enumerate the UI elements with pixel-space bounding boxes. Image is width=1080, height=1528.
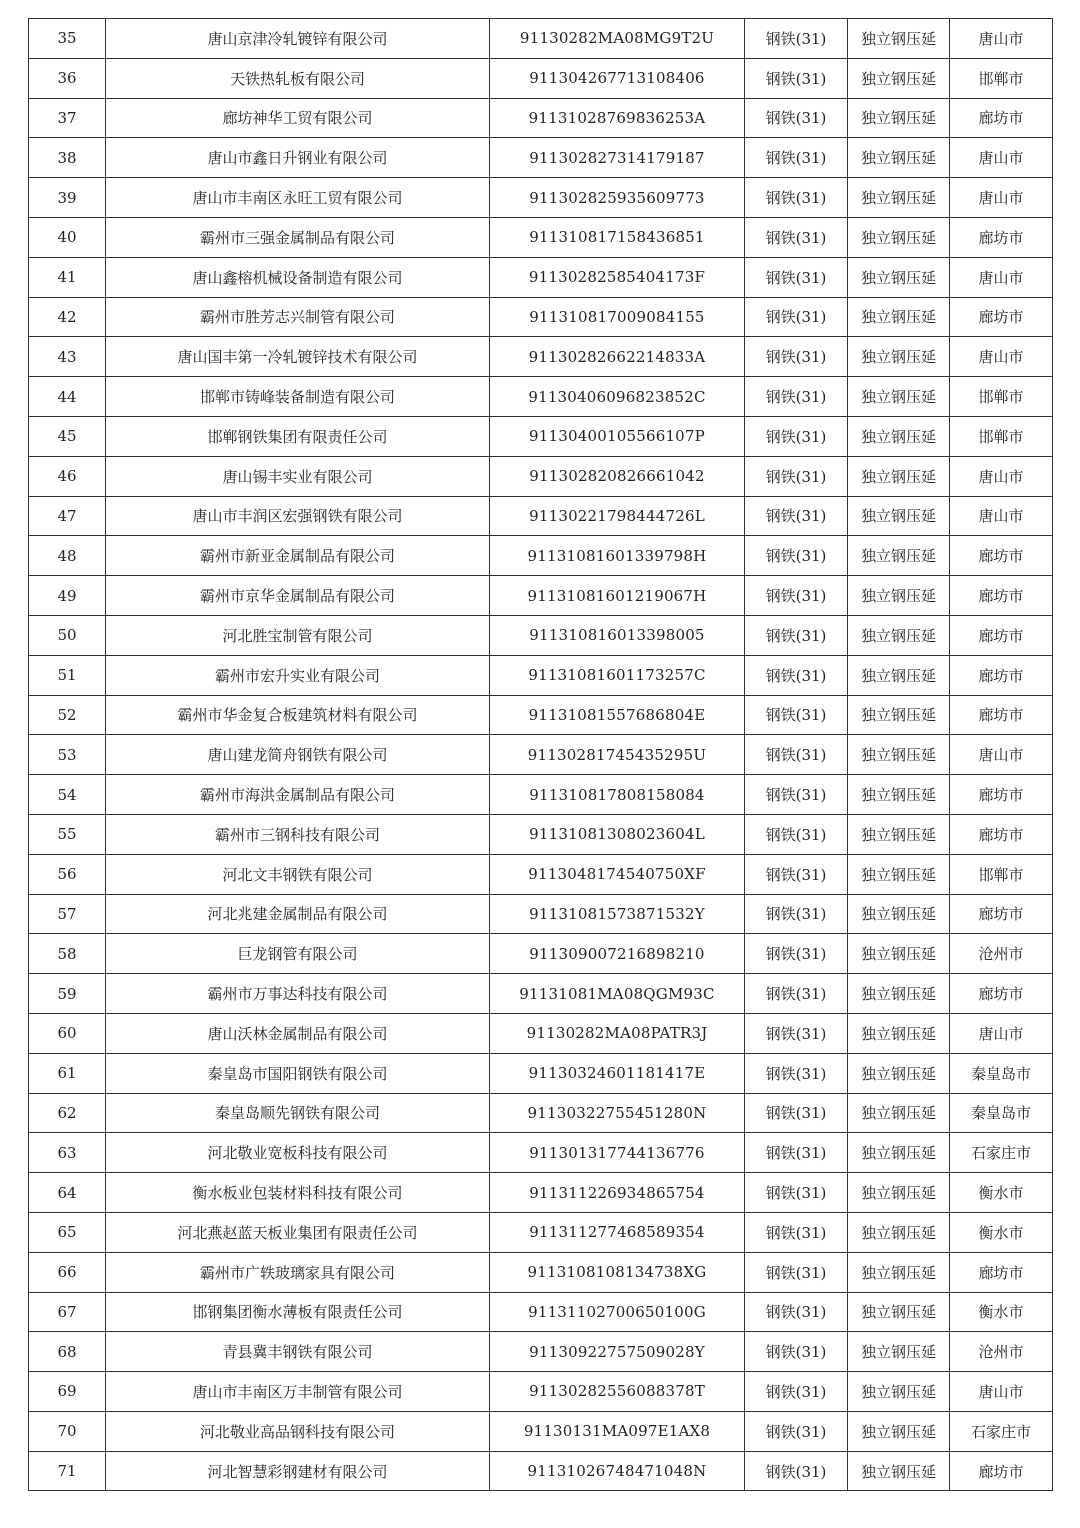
industry-cell: 钢铁(31) (745, 814, 848, 854)
company-name-cell: 邯郸市铸峰装备制造有限公司 (106, 377, 490, 417)
company-name-cell: 唐山市丰南区万丰制管有限公司 (106, 1372, 490, 1412)
credit-code-cell: 91130406096823852C (490, 377, 745, 417)
industry-cell: 钢铁(31) (745, 1252, 848, 1292)
enterprise-type-cell: 独立钢压延 (848, 576, 950, 616)
city-cell: 廊坊市 (950, 576, 1053, 616)
credit-code-cell: 91131081601219067H (490, 576, 745, 616)
city-cell: 邯郸市 (950, 377, 1053, 417)
company-name-cell: 河北胜宝制管有限公司 (106, 615, 490, 655)
table-row (29, 655, 1053, 695)
company-name-cell: 唐山京津冷轧镀锌有限公司 (106, 19, 490, 59)
table-row (29, 1093, 1053, 1133)
company-name-cell: 河北敬业宽板科技有限公司 (106, 1133, 490, 1173)
row-number-cell: 52 (29, 695, 106, 735)
industry-cell: 钢铁(31) (745, 19, 848, 59)
table-row (29, 217, 1053, 257)
city-cell: 廊坊市 (950, 297, 1053, 337)
city-cell: 廊坊市 (950, 1252, 1053, 1292)
row-number-cell: 71 (29, 1451, 106, 1491)
credit-code-cell: 91130922757509028Y (490, 1332, 745, 1372)
credit-code-cell: 91130282556088378T (490, 1372, 745, 1412)
table-row (29, 1411, 1053, 1451)
city-cell: 邯郸市 (950, 854, 1053, 894)
city-cell: 衡水市 (950, 1212, 1053, 1252)
company-name-cell: 霸州市广轶玻璃家具有限公司 (106, 1252, 490, 1292)
company-name-cell: 河北敬业高品钢科技有限公司 (106, 1411, 490, 1451)
city-cell: 廊坊市 (950, 536, 1053, 576)
table-row (29, 934, 1053, 974)
city-cell: 石家庄市 (950, 1133, 1053, 1173)
credit-code-cell: 91131081601339798H (490, 536, 745, 576)
enterprise-type-cell: 独立钢压延 (848, 337, 950, 377)
table-row (29, 1212, 1053, 1252)
industry-cell: 钢铁(31) (745, 735, 848, 775)
table-row (29, 536, 1053, 576)
table-row (29, 1292, 1053, 1332)
enterprise-type-cell: 独立钢压延 (848, 1411, 950, 1451)
table-row (29, 1173, 1053, 1213)
industry-cell: 钢铁(31) (745, 1292, 848, 1332)
enterprise-type-cell: 独立钢压延 (848, 138, 950, 178)
row-number-cell: 57 (29, 894, 106, 934)
city-cell: 唐山市 (950, 1013, 1053, 1053)
enterprise-type-cell: 独立钢压延 (848, 695, 950, 735)
city-cell: 唐山市 (950, 257, 1053, 297)
company-name-cell: 廊坊神华工贸有限公司 (106, 98, 490, 138)
company-name-cell: 邯郸钢铁集团有限责任公司 (106, 416, 490, 456)
table-row (29, 695, 1053, 735)
industry-cell: 钢铁(31) (745, 1372, 848, 1412)
industry-cell: 钢铁(31) (745, 98, 848, 138)
table-row (29, 576, 1053, 616)
city-cell: 唐山市 (950, 138, 1053, 178)
company-name-cell: 唐山鑫榕机械设备制造有限公司 (106, 257, 490, 297)
table-row (29, 377, 1053, 417)
table-row (29, 1372, 1053, 1412)
table-row (29, 735, 1053, 775)
city-cell: 唐山市 (950, 735, 1053, 775)
city-cell: 廊坊市 (950, 1451, 1053, 1491)
industry-cell: 钢铁(31) (745, 138, 848, 178)
industry-cell: 钢铁(31) (745, 536, 848, 576)
row-number-cell: 54 (29, 775, 106, 815)
industry-cell: 钢铁(31) (745, 894, 848, 934)
city-cell: 衡水市 (950, 1292, 1053, 1332)
industry-cell: 钢铁(31) (745, 1013, 848, 1053)
credit-code-cell: 911310817808158084 (490, 775, 745, 815)
company-name-cell: 巨龙钢管有限公司 (106, 934, 490, 974)
company-name-cell: 霸州市海洪金属制品有限公司 (106, 775, 490, 815)
industry-cell: 钢铁(31) (745, 496, 848, 536)
enterprise-type-cell: 独立钢压延 (848, 536, 950, 576)
enterprise-type-cell: 独立钢压延 (848, 58, 950, 98)
enterprise-type-cell: 独立钢压延 (848, 98, 950, 138)
enterprise-type-cell: 独立钢压延 (848, 1451, 950, 1491)
company-name-cell: 霸州市华金复合板建筑材料有限公司 (106, 695, 490, 735)
city-cell: 唐山市 (950, 337, 1053, 377)
city-cell: 衡水市 (950, 1173, 1053, 1213)
city-cell: 沧州市 (950, 934, 1053, 974)
row-number-cell: 44 (29, 377, 106, 417)
row-number-cell: 58 (29, 934, 106, 974)
industry-cell: 钢铁(31) (745, 257, 848, 297)
row-number-cell: 39 (29, 178, 106, 218)
row-number-cell: 68 (29, 1332, 106, 1372)
table-row (29, 1133, 1053, 1173)
row-number-cell: 67 (29, 1292, 106, 1332)
enterprise-type-cell: 独立钢压延 (848, 297, 950, 337)
company-name-cell: 秦皇岛市国阳钢铁有限公司 (106, 1053, 490, 1093)
company-name-cell: 唐山市丰南区永旺工贸有限公司 (106, 178, 490, 218)
industry-cell: 钢铁(31) (745, 1053, 848, 1093)
table-row (29, 1013, 1053, 1053)
enterprise-type-cell: 独立钢压延 (848, 1053, 950, 1093)
industry-cell: 钢铁(31) (745, 934, 848, 974)
company-name-cell: 霸州市新亚金属制品有限公司 (106, 536, 490, 576)
credit-code-cell: 9113108108134738XG (490, 1252, 745, 1292)
credit-code-cell: 91131081MA08QGM93C (490, 974, 745, 1014)
table-row (29, 496, 1053, 536)
row-number-cell: 63 (29, 1133, 106, 1173)
row-number-cell: 51 (29, 655, 106, 695)
row-number-cell: 40 (29, 217, 106, 257)
row-number-cell: 45 (29, 416, 106, 456)
table-row (29, 854, 1053, 894)
row-number-cell: 49 (29, 576, 106, 616)
credit-code-cell: 911311277468589354 (490, 1212, 745, 1252)
industry-cell: 钢铁(31) (745, 1093, 848, 1133)
enterprise-type-cell: 独立钢压延 (848, 456, 950, 496)
company-name-cell: 唐山国丰第一冷轧镀锌技术有限公司 (106, 337, 490, 377)
enterprise-type-cell: 独立钢压延 (848, 217, 950, 257)
enterprise-type-cell: 独立钢压延 (848, 1013, 950, 1053)
row-number-cell: 66 (29, 1252, 106, 1292)
enterprise-type-cell: 独立钢压延 (848, 735, 950, 775)
credit-code-cell: 911304267713108406 (490, 58, 745, 98)
table-row (29, 1451, 1053, 1491)
enterprise-type-cell: 独立钢压延 (848, 1212, 950, 1252)
credit-code-cell: 911310817158436851 (490, 217, 745, 257)
enterprise-type-cell: 独立钢压延 (848, 655, 950, 695)
industry-cell: 钢铁(31) (745, 695, 848, 735)
table-row (29, 615, 1053, 655)
credit-code-cell: 91131102700650100G (490, 1292, 745, 1332)
row-number-cell: 60 (29, 1013, 106, 1053)
industry-cell: 钢铁(31) (745, 377, 848, 417)
row-number-cell: 53 (29, 735, 106, 775)
table-row (29, 1053, 1053, 1093)
company-name-cell: 邯钢集团衡水薄板有限责任公司 (106, 1292, 490, 1332)
city-cell: 唐山市 (950, 456, 1053, 496)
company-name-cell: 唐山市鑫日升钢业有限公司 (106, 138, 490, 178)
industry-cell: 钢铁(31) (745, 217, 848, 257)
row-number-cell: 62 (29, 1093, 106, 1133)
enterprise-type-cell: 独立钢压延 (848, 1252, 950, 1292)
enterprise-type-cell: 独立钢压延 (848, 1093, 950, 1133)
company-name-cell: 河北文丰钢铁有限公司 (106, 854, 490, 894)
city-cell: 秦皇岛市 (950, 1093, 1053, 1133)
industry-cell: 钢铁(31) (745, 1411, 848, 1451)
industry-cell: 钢铁(31) (745, 1173, 848, 1213)
industry-cell: 钢铁(31) (745, 456, 848, 496)
city-cell: 廊坊市 (950, 894, 1053, 934)
company-name-cell: 唐山市丰润区宏强钢铁有限公司 (106, 496, 490, 536)
row-number-cell: 48 (29, 536, 106, 576)
table-row (29, 1332, 1053, 1372)
company-name-cell: 天铁热轧板有限公司 (106, 58, 490, 98)
table-row (29, 257, 1053, 297)
city-cell: 石家庄市 (950, 1411, 1053, 1451)
credit-code-cell: 91131026748471048N (490, 1451, 745, 1491)
credit-code-cell: 911302827314179187 (490, 138, 745, 178)
row-number-cell: 36 (29, 58, 106, 98)
row-number-cell: 56 (29, 854, 106, 894)
credit-code-cell: 91130400105566107P (490, 416, 745, 456)
city-cell: 唐山市 (950, 1372, 1053, 1412)
row-number-cell: 47 (29, 496, 106, 536)
company-name-cell: 霸州市胜芳志兴制管有限公司 (106, 297, 490, 337)
enterprise-type-cell: 独立钢压延 (848, 1332, 950, 1372)
row-number-cell: 70 (29, 1411, 106, 1451)
credit-code-cell: 91130221798444726L (490, 496, 745, 536)
row-number-cell: 37 (29, 98, 106, 138)
industry-cell: 钢铁(31) (745, 576, 848, 616)
table-row (29, 178, 1053, 218)
company-name-cell: 河北燕赵蓝天板业集团有限责任公司 (106, 1212, 490, 1252)
credit-code-cell: 91130282MA08MG9T2U (490, 19, 745, 59)
city-cell: 廊坊市 (950, 695, 1053, 735)
industry-cell: 钢铁(31) (745, 1332, 848, 1372)
city-cell: 秦皇岛市 (950, 1053, 1053, 1093)
row-number-cell: 55 (29, 814, 106, 854)
industry-cell: 钢铁(31) (745, 854, 848, 894)
row-number-cell: 65 (29, 1212, 106, 1252)
enterprise-type-cell: 独立钢压延 (848, 894, 950, 934)
table-row (29, 456, 1053, 496)
credit-code-cell: 911302820826661042 (490, 456, 745, 496)
credit-code-cell: 91130282585404173F (490, 257, 745, 297)
enterprise-type-cell: 独立钢压延 (848, 416, 950, 456)
credit-code-cell: 91130131MA097E1AX8 (490, 1411, 745, 1451)
company-name-cell: 霸州市三钢科技有限公司 (106, 814, 490, 854)
credit-code-cell: 91130322755451280N (490, 1093, 745, 1133)
enterprise-type-cell: 独立钢压延 (848, 814, 950, 854)
table-row (29, 1252, 1053, 1292)
table-row (29, 775, 1053, 815)
credit-code-cell: 911310817009084155 (490, 297, 745, 337)
enterprise-type-cell: 独立钢压延 (848, 377, 950, 417)
company-name-cell: 霸州市京华金属制品有限公司 (106, 576, 490, 616)
city-cell: 廊坊市 (950, 974, 1053, 1014)
company-name-cell: 唐山沃林金属制品有限公司 (106, 1013, 490, 1053)
row-number-cell: 42 (29, 297, 106, 337)
enterprise-type-cell: 独立钢压延 (848, 1133, 950, 1173)
row-number-cell: 46 (29, 456, 106, 496)
city-cell: 唐山市 (950, 178, 1053, 218)
credit-code-cell: 91130282MA08PATR3J (490, 1013, 745, 1053)
city-cell: 廊坊市 (950, 775, 1053, 815)
enterprise-type-cell: 独立钢压延 (848, 775, 950, 815)
industry-cell: 钢铁(31) (745, 416, 848, 456)
city-cell: 邯郸市 (950, 416, 1053, 456)
table-row (29, 416, 1053, 456)
table-row (29, 894, 1053, 934)
company-name-cell: 青县冀丰钢铁有限公司 (106, 1332, 490, 1372)
row-number-cell: 69 (29, 1372, 106, 1412)
industry-cell: 钢铁(31) (745, 1451, 848, 1491)
enterprise-type-cell: 独立钢压延 (848, 615, 950, 655)
credit-code-cell: 91131081557686804E (490, 695, 745, 735)
credit-code-cell: 91131081573871532Y (490, 894, 745, 934)
credit-code-cell: 91130282662214833A (490, 337, 745, 377)
table-row (29, 814, 1053, 854)
industry-cell: 钢铁(31) (745, 297, 848, 337)
city-cell: 廊坊市 (950, 217, 1053, 257)
credit-code-cell: 911301317744136776 (490, 1133, 745, 1173)
city-cell: 唐山市 (950, 496, 1053, 536)
credit-code-cell: 91131081601173257C (490, 655, 745, 695)
row-number-cell: 64 (29, 1173, 106, 1213)
enterprise-type-cell: 独立钢压延 (848, 974, 950, 1014)
enterprise-type-cell: 独立钢压延 (848, 496, 950, 536)
credit-code-cell: 9113048174540750XF (490, 854, 745, 894)
company-name-cell: 河北智慧彩钢建材有限公司 (106, 1451, 490, 1491)
credit-code-cell: 911302825935609773 (490, 178, 745, 218)
city-cell: 廊坊市 (950, 814, 1053, 854)
industry-cell: 钢铁(31) (745, 178, 848, 218)
enterprise-type-cell: 独立钢压延 (848, 178, 950, 218)
enterprise-type-cell: 独立钢压延 (848, 1292, 950, 1332)
row-number-cell: 38 (29, 138, 106, 178)
credit-code-cell: 91130324601181417E (490, 1053, 745, 1093)
industry-cell: 钢铁(31) (745, 615, 848, 655)
industry-cell: 钢铁(31) (745, 1212, 848, 1252)
company-name-cell: 唐山锡丰实业有限公司 (106, 456, 490, 496)
credit-code-cell: 91131081308023604L (490, 814, 745, 854)
city-cell: 沧州市 (950, 1332, 1053, 1372)
table-row (29, 974, 1053, 1014)
enterprise-type-cell: 独立钢压延 (848, 854, 950, 894)
industry-cell: 钢铁(31) (745, 337, 848, 377)
enterprise-type-cell: 独立钢压延 (848, 19, 950, 59)
enterprise-type-cell: 独立钢压延 (848, 257, 950, 297)
enterprise-type-cell: 独立钢压延 (848, 1372, 950, 1412)
enterprise-table-body (29, 19, 1053, 1491)
table-row (29, 337, 1053, 377)
company-name-cell: 衡水板业包装材料科技有限公司 (106, 1173, 490, 1213)
enterprise-type-cell: 独立钢压延 (848, 934, 950, 974)
company-name-cell: 秦皇岛顺先钢铁有限公司 (106, 1093, 490, 1133)
row-number-cell: 41 (29, 257, 106, 297)
row-number-cell: 59 (29, 974, 106, 1014)
industry-cell: 钢铁(31) (745, 58, 848, 98)
table-row (29, 19, 1053, 59)
credit-code-cell: 911309007216898210 (490, 934, 745, 974)
company-name-cell: 霸州市三强金属制品有限公司 (106, 217, 490, 257)
row-number-cell: 43 (29, 337, 106, 377)
table-row (29, 138, 1053, 178)
credit-code-cell: 91130281745435295U (490, 735, 745, 775)
company-name-cell: 唐山建龙简舟钢铁有限公司 (106, 735, 490, 775)
city-cell: 唐山市 (950, 19, 1053, 59)
city-cell: 廊坊市 (950, 615, 1053, 655)
industry-cell: 钢铁(31) (745, 974, 848, 1014)
city-cell: 廊坊市 (950, 655, 1053, 695)
industry-cell: 钢铁(31) (745, 655, 848, 695)
credit-code-cell: 911311226934865754 (490, 1173, 745, 1213)
company-name-cell: 河北兆建金属制品有限公司 (106, 894, 490, 934)
table-row (29, 98, 1053, 138)
credit-code-cell: 91131028769836253A (490, 98, 745, 138)
credit-code-cell: 911310816013398005 (490, 615, 745, 655)
row-number-cell: 35 (29, 19, 106, 59)
row-number-cell: 50 (29, 615, 106, 655)
enterprise-table (28, 18, 1053, 1491)
enterprise-type-cell: 独立钢压延 (848, 1173, 950, 1213)
company-name-cell: 霸州市万事达科技有限公司 (106, 974, 490, 1014)
company-name-cell: 霸州市宏升实业有限公司 (106, 655, 490, 695)
row-number-cell: 61 (29, 1053, 106, 1093)
table-row (29, 297, 1053, 337)
industry-cell: 钢铁(31) (745, 775, 848, 815)
city-cell: 廊坊市 (950, 98, 1053, 138)
industry-cell: 钢铁(31) (745, 1133, 848, 1173)
table-row (29, 58, 1053, 98)
city-cell: 邯郸市 (950, 58, 1053, 98)
